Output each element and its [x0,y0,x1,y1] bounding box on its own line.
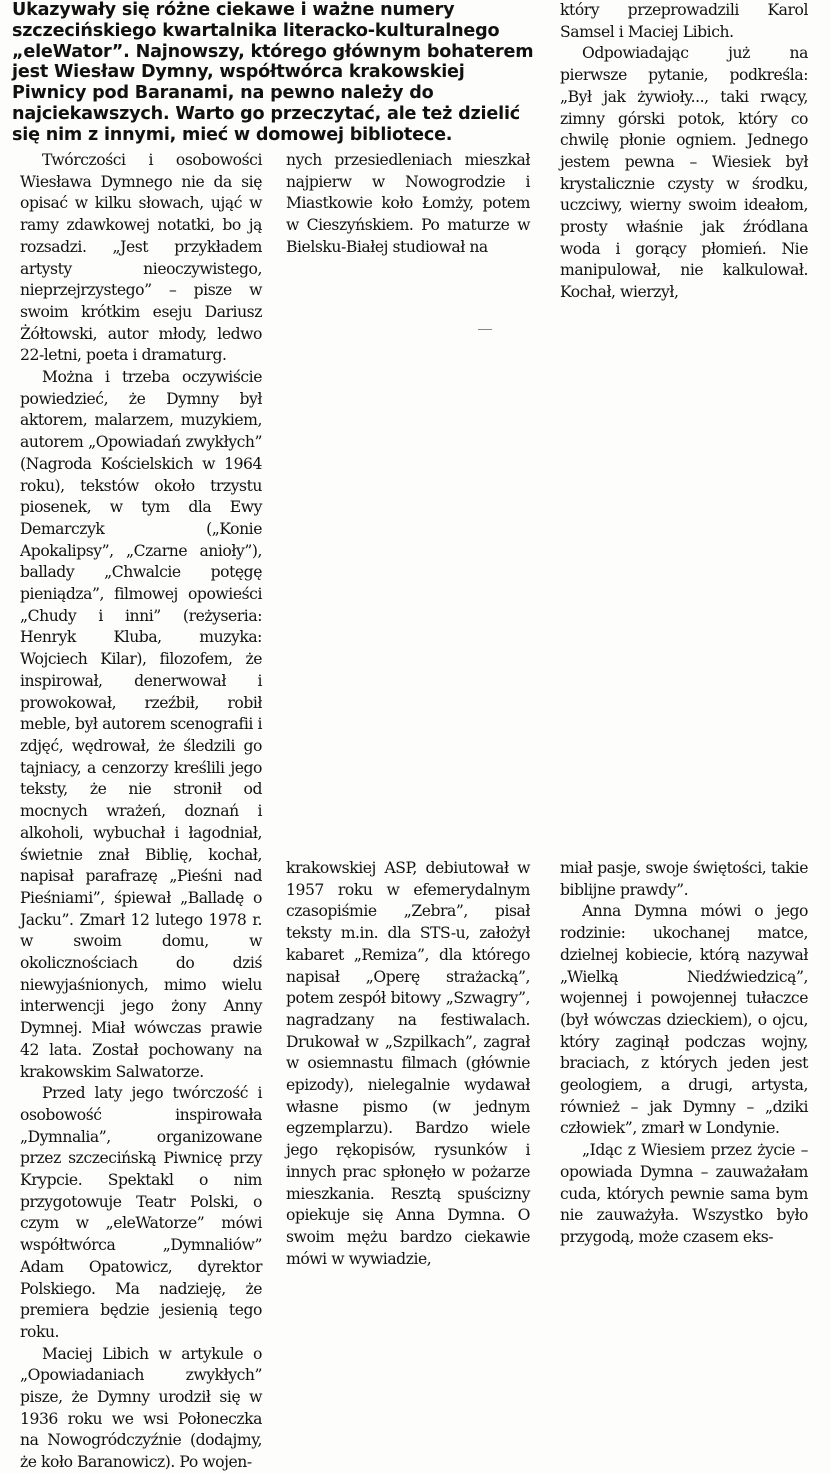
col1-paragraph-4: Maciej Libich w artykule o „Opowiadaniach zwykłych” pisze, że Dymny urodził się w 1936 roku we wsi Połoneczka na Nowogródczyźnie (dodajmy, że koło Baranowicz). Po wojen- [20,1344,262,1472]
col2-bottom-paragraph-1: krakowskiej ASP, debiutował w 1957 roku w efemerydalnym czasopiśmie „Zebra”, pisał teksty m.in. dla STS-u, założył kabaret „Remiza”, dla którego napisał „Operę strażacką”, potem zespół bitowy „Szwagry”, nagradzany na festiwalach. Drukował w „Szpilkach”, zagrał w osiemnastu filmach (głównie epizody), nielegalnie wydawał własne pismo (w jednym egzemplarzu). Bardzo wiele jego rękopisów, rysunków i innych prac spłonęło w pożarze mieszkania. Resztą spuścizny opiekuje się Anna Dymna. O swoim mężu bardzo ciekawie mówi w wywiadzie, [286,859,530,1268]
column-3-bottom [560,858,808,1249]
col3-bottom-paragraph-2: Anna Dymna mówi o jego rodzinie: ukochanej matce, dzielnej kobiecie, którą nazywał „Wielką Niedźwiedzicą”, wojennej i powojennej tułaczce (był wówczas dzieckiem), o ojcu, który zaginął podczas wojny, braciach, z których jeden jest geologiem, a drugi, artysta, również – jak Dymny – „dziki człowiek”, zmarł w Londynie. [560,902,808,1138]
column-2-bottom [286,858,530,1270]
col1-paragraph-2: Można i trzeba oczywiście powiedzieć, że Dymny był aktorem, malarzem, muzykiem, autorem „Opowiadań zwykłych” (Nagroda Kościelskich w 1964 roku), tekstów około trzystu piosenek, w tym dla Ewy Demarczyk („Konie Apokalipsy”, „Czarne anioły”), ballady „Chwalcie potęgę pieniądza”, filmowej opowieści „Chudy i inni” (reżyseria: Henryk Kluba, muzyka: Wojciech Kilar), filozofem, że inspirował, denerwował i prowokował, rzeźbił, robił meble, był autorem scenografii i zdjęć, wędrował, że śledzili go tajniacy, a cenzorzy kreślili jego teksty, że nie stronił od mocnych wrażeń, doznań i alkoholi, wybuchał i łagodniał, świetnie znał Biblię, kochał, napisał parafrazę „Pieśni nad Pieśniami”, śpiewał „Balladę o Jacku”. Zmarł 12 lutego 1978 r. w swoim domu, w okolicznościach do dziś niewyjaśnionych, mimo wielu interwencji jego żony Anny Dymnej. Miał wówczas prawie 42 lata. Został pochowany na krakowskim Salwatorze. [20,368,262,1081]
col1-paragraph-1: Twórczości i osobowości Wiesława Dymnego nie da się opisać w kilku słowach, ująć w ramy zdawkowej notatki, bo ją rozsadzi. „Jest przykładem artysty nieoczywistego, nieprzejrzystego” – pisze w swoim krótkim eseju Dariusz Żółtowski, autor młody, ledwo 22-letni, poeta i dramaturg. [20,151,262,365]
column-1 [20,150,262,1474]
lead-paragraph: Ukazywały się różne ciekawe i ważne numery szczecińskiego kwartalnika literacko-kulturalnego „eleWator”. Najnowszy, którego głównym bohaterem jest Wiesław Dymny, współtwórca krakowskiej Piwnicy pod Baranami, na pewno należy do najciekawszych. Warto go przeczytać, ale też dzielić się nim z innymi, mieć w domowej bibliotece. [12,0,534,145]
column-3-top [560,0,808,304]
col3-top-paragraph-2: Odpowiadając już na pierwsze pytanie, podkreśla: „Był jak żywioły..., taki rwący, zimny górski potok, który co chwilę płonie ogniem. Jednego jestem pewna – Wiesiek był krystalicznie czysty w środku, uczciwy, wierny swoim ideałom, prosty właśnie jak źródlana woda i gorący płomień. Nie manipulował, nie kalkulował. Kochał, wierzył, [560,44,808,302]
column-divider [478,329,492,330]
col3-bottom-paragraph-1: miał pasje, swoje świętości, takie biblijne prawdy”. [560,859,808,899]
col3-top-paragraph-1: który przeprowadzili Karol Samsel i Maciej Libich. [560,1,808,41]
col1-paragraph-3: Przed laty jego twórczość i osobowość inspirowała „Dymnalia”, organizowane przez szczecińską Piwnicę przy Krypcie. Spektakl o nim przygotowuje Teatr Polski, o czym w „eleWatorze” mówi współtwórca „Dymnaliów” Adam Opatowicz, dyrektor Polskiego. Ma nadzieję, że premiera będzie jesienią tego roku. [20,1084,262,1341]
col2-top-paragraph-1: nych przesiedleniach mieszkał najpierw w Nowogrodzie i Miastkowie koło Łomży, potem w Cieszyńskiem. Po maturze w Bielsku-Białej studiował na [286,151,530,256]
col3-bottom-paragraph-3: „Idąc z Wiesiem przez życie – opowiada Dymna – zauważałam cuda, których pewnie sama bym nie zauważyła. Wszystko było przygodą, może czasem eks- [560,1141,808,1246]
column-2-top [286,150,530,259]
